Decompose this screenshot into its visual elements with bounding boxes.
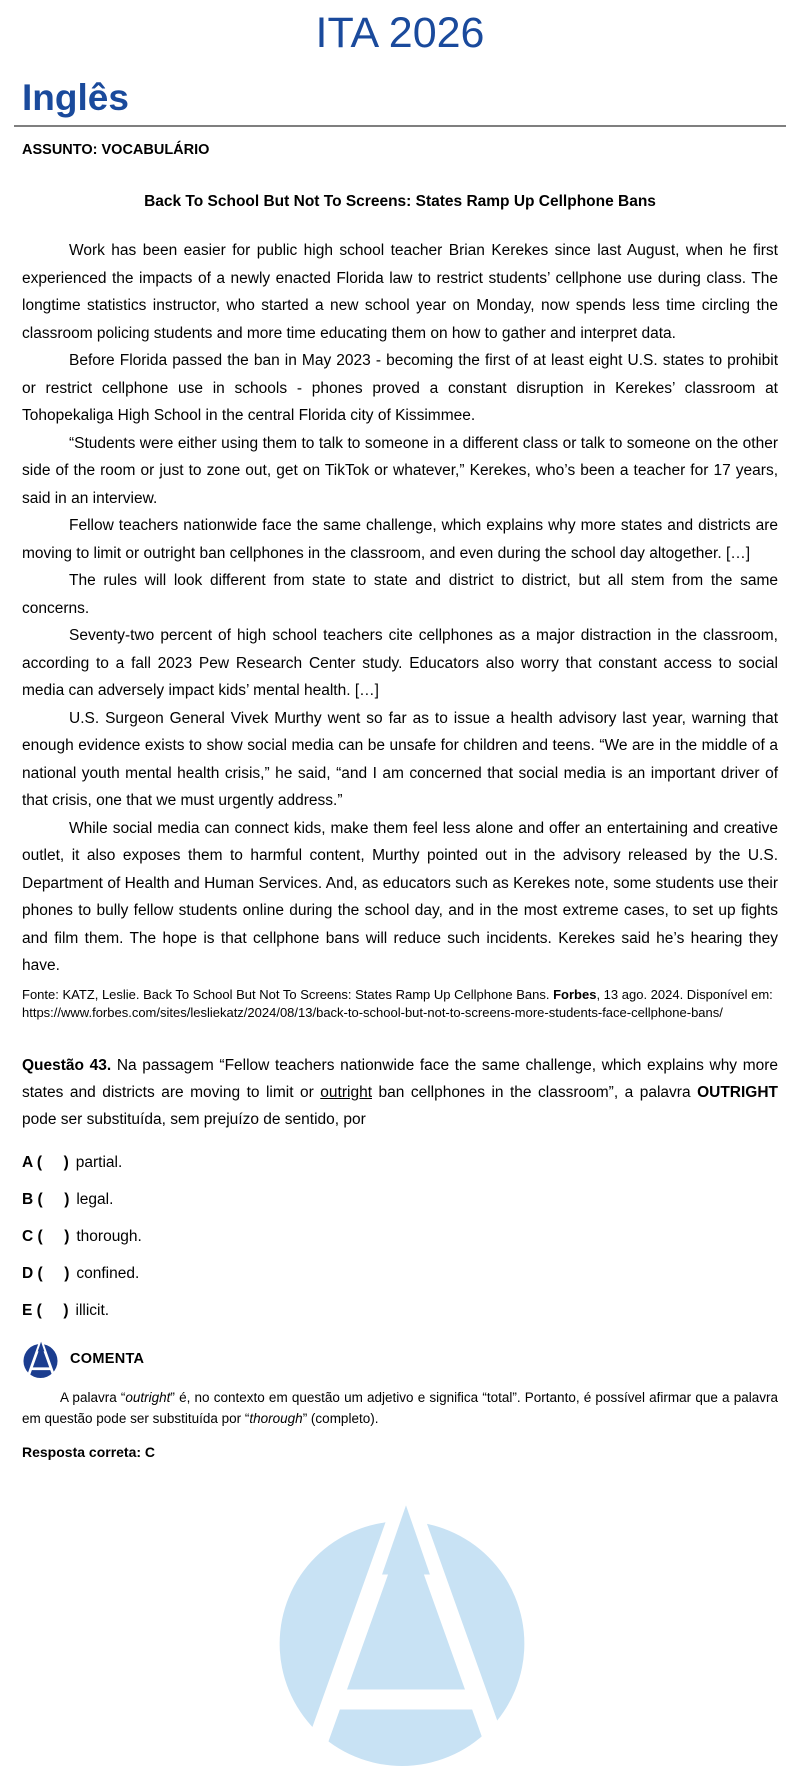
article-paragraph: Seventy-two percent of high school teachers cite cellphones as a major distraction in the classroom, according to a fall 2023 Pew Research Center study. Educators also worry that constant access to social media can adversely impact kids’ mental health. […]: [22, 627, 778, 700]
question-stem-part1: Na passagem “Fellow teachers nationwide face the same challenge, which explains why more states and districts are moving to limit or: [22, 1056, 779, 1101]
source-prefix: Fonte: KATZ, Leslie. Back To School But Not To Screens: States Ramp Up Cellphone Bans.: [22, 986, 554, 1002]
comenta-heading: COMENTA: [70, 1351, 145, 1368]
commentary-part3: ” (completo).: [302, 1411, 379, 1427]
article-paragraph: Work has been easier for public high school teacher Brian Kerekes since last August, when he first experienced the impacts of a newly enacted Florida law to restrict students’ cellphone use during class. The longtime statistics instructor, who started a new school year on Monday, now spends less time circling the classroom policing students and more time educating them on how to gather and interpret data.: [22, 242, 778, 342]
section-title: Inglês: [22, 77, 129, 119]
option-text: thorough.: [76, 1227, 142, 1245]
option-label: A ( ): [22, 1153, 69, 1171]
watermark-a-logo-icon: [269, 1500, 535, 1766]
article-paragraph: Fellow teachers nationwide face the same challenge, which explains why more states and districts are moving to limit or outright ban cellphones in the classroom, and even during the school day altogether. […]: [22, 517, 778, 562]
subject-label: ASSUNTO: VOCABULÁRIO: [22, 142, 210, 159]
commentary-italic-word: thorough: [249, 1411, 303, 1427]
source-citation: [22, 986, 778, 1023]
article-paragraph: While social media can connect kids, make them feel less alone and offer an entertaining and creative outlet, it also exposes them to harmful content, Murthy pointed out in the advisory released by the U.S. Department of Health and Human Services. And, as educators such as Kerekes note, some students use their phones to bully fellow students online during the school day, and in the most extreme cases, to set up fights and film them. The hope is that cellphone bans will reduce such incidents. Kerekes said he’s hearing they have.: [22, 819, 778, 975]
section-rule: [14, 79, 786, 127]
question-underlined-word: outright: [320, 1083, 372, 1101]
article-body: [22, 237, 778, 980]
question-bold-word: OUTRIGHT: [697, 1083, 778, 1101]
question-stem-part3: pode ser substituída, sem prejuízo de sentido, por: [22, 1110, 366, 1128]
article-paragraph: Before Florida passed the ban in May 2023 - becoming the first of at least eight U.S. states to prohibit or restrict cellphone use in schools - phones proved a constant disruption in Kerekes’ classroom at Tohopekaliga High School in the central Florida city of Kissimmee.: [22, 352, 778, 425]
options-list: [22, 1151, 778, 1323]
question-stem-part2: ban cellphones in the classroom”, a palavra: [372, 1083, 698, 1101]
article-title: Back To School But Not To Screens: States Ramp Up Cellphone Bans: [144, 193, 656, 211]
option-label: C ( ): [22, 1227, 70, 1245]
option-row-b: [22, 1188, 778, 1212]
document-content: [0, 10, 800, 1460]
source-suffix: , 13 ago. 2024. Disponível em: https://www.forbes.com/sites/lesliekatz/2024/08/13/back-to-school-but-not-to-screens-more-students-face-cellphone-bans/: [22, 986, 773, 1021]
option-text: illicit.: [75, 1301, 110, 1319]
article-paragraph: The rules will look different from state to state and district to district, but all stem from the same concerns.: [22, 572, 778, 617]
commentary-part1: A palavra “: [60, 1389, 126, 1405]
option-text: partial.: [75, 1153, 123, 1171]
commentary-text: [22, 1387, 778, 1430]
commentary-italic-word: outright: [125, 1389, 171, 1405]
option-label: D ( ): [22, 1264, 70, 1282]
article-paragraph: U.S. Surgeon General Vivek Murthy went so far as to issue a health advisory last year, warning that enough evidence exists to show social media can be unsafe for children and teens. “We are in the middle of a national youth mental health crisis,” he said, “and I am concerned that social media is an important driver of that crisis, one that we must urgently address.”: [22, 709, 778, 810]
commentary-header: [22, 1341, 778, 1378]
option-row-c: [22, 1225, 778, 1249]
exam-title: ITA 2026: [315, 9, 485, 57]
answer-line: Resposta correta: C: [22, 1443, 156, 1460]
question-label: Questão 43.: [22, 1056, 112, 1074]
option-row-a: [22, 1151, 778, 1175]
question-stem: [22, 1052, 778, 1133]
option-text: confined.: [76, 1264, 140, 1282]
commentary-part2: ” é, no contexto em questão um adjetivo e significa “total”. Portanto, é possível afirmar que a palavra em questão pode ser substituída por “: [22, 1389, 778, 1427]
source-journal: Forbes: [553, 986, 597, 1002]
option-text: legal.: [76, 1190, 114, 1208]
option-row-e: [22, 1299, 778, 1323]
option-label: B ( ): [22, 1190, 70, 1208]
option-label: E ( ): [22, 1301, 69, 1319]
comenta-a-logo-icon: [22, 1341, 59, 1378]
article-paragraph: “Students were either using them to talk to someone in a different class or talk to someone on the other side of the room or just to zone out, get on TikTok or whatever,” Kerekes, who’s been a teacher for 17 years, said in an interview.: [22, 434, 778, 507]
option-row-d: [22, 1262, 778, 1286]
